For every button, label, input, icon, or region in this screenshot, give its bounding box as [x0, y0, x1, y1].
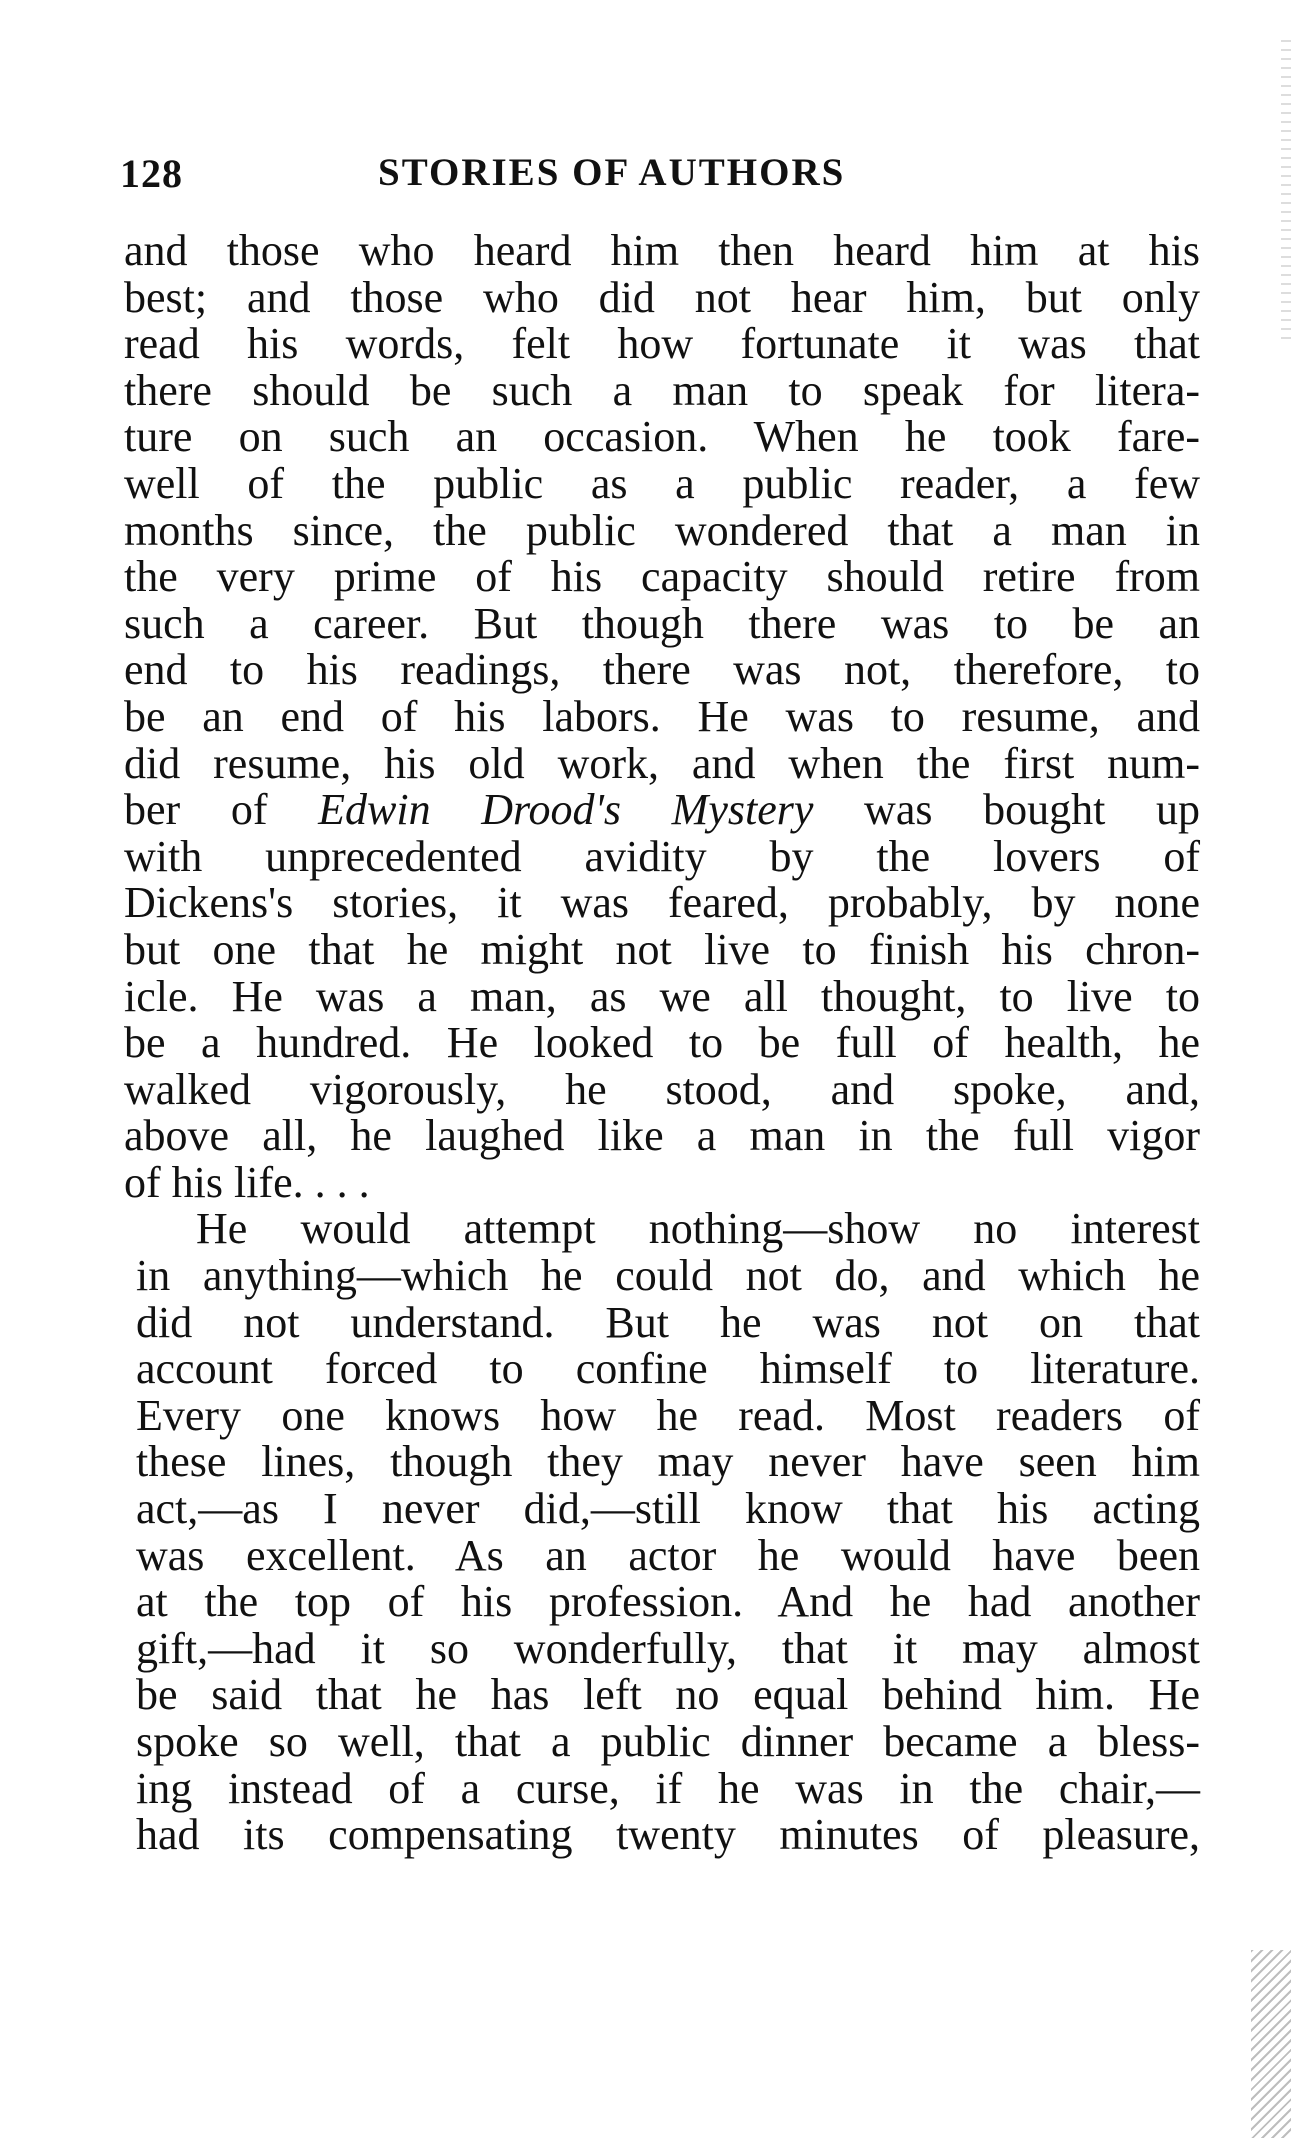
text-line: be said that he has left no equal behind him. He: [136, 1670, 1200, 1720]
book-title-italic: Edwin Drood's Mystery: [318, 785, 814, 835]
text-line: but one that he might not live to finish his chron-: [124, 924, 1200, 974]
page-number: 128: [120, 151, 183, 196]
text-line: spoke so well, that a public dinner became a bless-: [136, 1717, 1200, 1766]
text-segment: was bought up: [813, 785, 1201, 835]
running-head: [120, 150, 1180, 210]
text-line: of his life. . . .: [124, 1157, 370, 1207]
body-text: [124, 228, 1200, 1859]
paragraph-2: [124, 1206, 1200, 1858]
text-line: in anything—which he could not do, and which he: [136, 1251, 1200, 1301]
text-line: walked vigorously, he stood, and spoke, and,: [124, 1064, 1200, 1114]
text-line: best; and those who did not hear him, but only: [124, 272, 1200, 322]
text-line: ing instead of a curse, if he was in the chair,—: [136, 1763, 1200, 1813]
text-line: read his words, felt how fortunate it was that: [124, 319, 1200, 369]
text-line: icle. He was a man, as we all thought, to live to: [124, 971, 1200, 1021]
text-line: did not understand. But he was not on that: [136, 1297, 1200, 1347]
text-line-with-title: [124, 787, 1200, 834]
text-line: the very prime of his capacity should retire from: [124, 552, 1200, 602]
text-line: account forced to confine himself to literature.: [136, 1344, 1200, 1394]
text-line: these lines, though they may never have seen him: [136, 1437, 1200, 1487]
text-line: be a hundred. He looked to be full of health, he: [124, 1018, 1200, 1068]
text-line: well of the public as a public reader, a few: [124, 458, 1200, 508]
text-line: with unprecedented avidity by the lovers of: [124, 831, 1200, 881]
page-edge-speckle: [1281, 40, 1291, 340]
text-line: such a career. But though there was to be an: [124, 598, 1200, 648]
text-segment: ber of: [124, 785, 319, 835]
text-line: was excellent. As an actor he would have been: [136, 1530, 1200, 1580]
text-line: months since, the public wondered that a man in: [124, 505, 1200, 555]
text-line: had its compensating twenty minutes of pleasure,: [136, 1810, 1200, 1860]
text-line: Every one knows how he read. Most readers of: [136, 1390, 1200, 1440]
page-edge-wear: [1251, 1950, 1291, 2138]
text-line: ture on such an occasion. When he took fare-: [124, 412, 1200, 462]
text-line: Dickens's stories, it was feared, probably, by none: [124, 878, 1200, 928]
text-line: at the top of his profession. And he had another: [136, 1577, 1200, 1627]
text-line: did resume, his old work, and when the first num-: [124, 738, 1200, 788]
paragraph-1: [124, 228, 1200, 1206]
text-line: be an end of his labors. He was to resume, and: [124, 691, 1200, 741]
text-line: and those who heard him then heard him at his: [124, 226, 1200, 275]
text-line: gift,—had it so wonderfully, that it may almost: [136, 1623, 1200, 1673]
text-line: He would attempt nothing—show no interest: [196, 1204, 1200, 1254]
text-line: act,—as I never did,—still know that his acting: [136, 1484, 1200, 1534]
text-line: there should be such a man to speak for litera-: [124, 365, 1200, 415]
text-line: end to his readings, there was not, therefore, to: [124, 645, 1200, 695]
running-title: STORIES OF AUTHORS: [378, 151, 846, 194]
text-line: above all, he laughed like a man in the full vigor: [124, 1111, 1200, 1161]
